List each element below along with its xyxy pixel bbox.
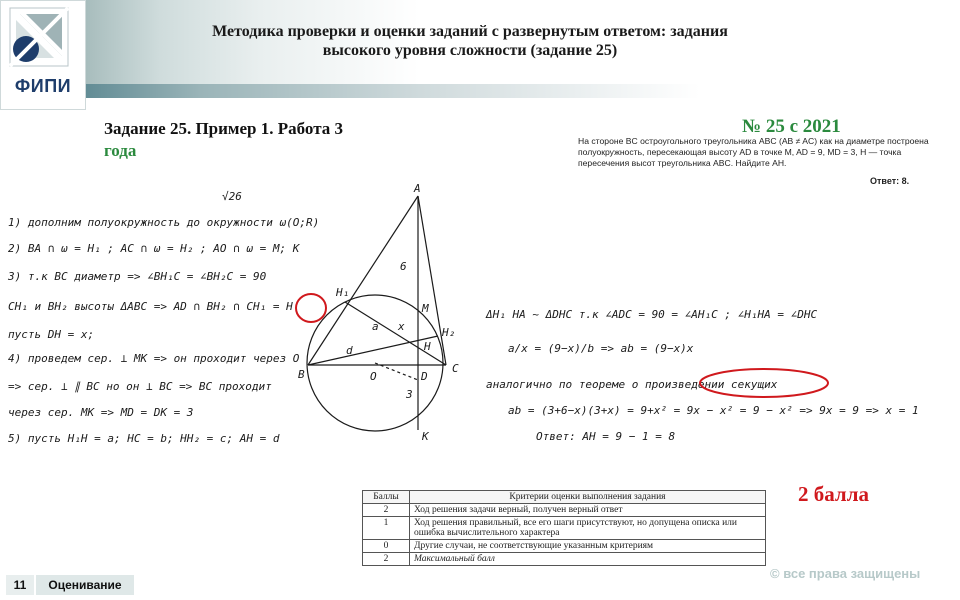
copyright-notice: © все права защищены xyxy=(770,566,921,581)
criteria-points: 2 xyxy=(363,504,410,517)
problem-answer: Ответ: 8. xyxy=(870,176,910,186)
criteria-text: Максимальный балл xyxy=(410,553,766,566)
table-row xyxy=(363,517,766,540)
circle-omega xyxy=(307,295,443,431)
hand-line-9: 5) пусть H₁H = a; HC = b; HH₂ = c; AH = d xyxy=(8,432,280,445)
hand-line-2: 2) BA ∩ ω = H₁ ; AC ∩ ω = H₂ ; AO ∩ ω = M; K xyxy=(8,242,300,255)
page-title xyxy=(120,22,820,60)
criteria-points: 1 xyxy=(363,517,410,540)
hand-line-0: √26 xyxy=(222,190,242,203)
header-band xyxy=(0,84,960,98)
problem-statement: На стороне BC остроугольного треугольника ABC (AB ≠ AC) как на диаметре построена полуокружность, пересекающая высоту AD в точке M, AD = 9, MD = 3, H — точка пересечения высот треугольника ABC. Найдите AH. xyxy=(578,136,929,168)
criteria-table xyxy=(362,490,766,566)
criteria-header-row xyxy=(363,491,766,504)
hand-line-5: пусть DH = x; xyxy=(8,328,95,341)
label-x: x xyxy=(398,320,405,333)
label-b: B xyxy=(298,368,305,381)
segment-ac xyxy=(418,196,446,365)
hand-line-4: CH₁ и BH₂ высоты ΔABC => AD ∩ BH₂ ∩ CH₁ = H xyxy=(8,300,293,313)
hand-line-7: => сер. ⊥ ∥ BC но он ⊥ BC => BC проходит xyxy=(8,380,272,393)
label-d-segment: d xyxy=(346,344,353,357)
criteria-points: 2 xyxy=(363,553,410,566)
hand-line-8: через сер. MK => MD = DK = 3 xyxy=(8,406,194,419)
logo-text: ФИПИ xyxy=(14,76,72,96)
table-row xyxy=(363,504,766,517)
task-title-line1: Задание 25. Пример 1. Работа 3 xyxy=(104,119,344,138)
label-six: 6 xyxy=(400,260,407,273)
highlight-product-circle xyxy=(700,369,828,397)
score-label: 2 балла xyxy=(798,482,869,506)
segment-o-mid xyxy=(375,363,418,380)
label-o: O xyxy=(370,370,377,383)
label-k: K xyxy=(422,430,429,443)
label-a-segment: a xyxy=(372,320,379,333)
table-row xyxy=(363,540,766,553)
page-title-line1: Методика проверки и оценки заданий с развернутым ответом: задания xyxy=(212,23,728,40)
criteria-header-points: Баллы xyxy=(363,491,410,504)
segment-ab xyxy=(308,196,418,365)
slide-number: 11 xyxy=(6,575,34,595)
highlight-h-circle xyxy=(296,294,326,322)
hand-line-1: 1) дополним полуокружность до окружности ω(O;R) xyxy=(8,216,320,229)
label-h: H xyxy=(424,340,431,353)
hand-right-0: ΔH₁ HA ~ ΔDHC т.к ∠ADC = 90 = ∠AH₁C ; ∠H₁HA = ∠DHC xyxy=(486,308,818,321)
task-title xyxy=(104,118,404,162)
handwriting-right xyxy=(485,308,919,443)
criteria-text: Ход решения правильный, все его шаги присутствуют, но допущена описка или ошибка вычислительного характера xyxy=(410,517,766,540)
label-three: 3 xyxy=(406,388,413,401)
label-c: C xyxy=(452,362,459,375)
label-h2: H₂ xyxy=(442,326,456,339)
page-title-line2: высокого уровня сложности (задание 25) xyxy=(322,42,618,59)
label-a: A xyxy=(414,182,421,195)
criteria-text: Другие случаи, не соответствующие указанным критериям xyxy=(410,540,766,553)
hand-right-3: ab = (3+6−x)(3+x) = 9+x² = 9x − x² = 9 − x² => 9x = 9 => x = 1 xyxy=(508,404,919,417)
segment-bh2 xyxy=(308,336,438,365)
task-reference: № 25 с 2021 xyxy=(742,116,841,137)
segment-ch1 xyxy=(345,302,446,365)
fipi-logo-icon xyxy=(0,0,86,78)
geometry-figure xyxy=(307,196,446,431)
table-row xyxy=(363,553,766,566)
hand-right-1: a/x = (9−x)/b => ab = (9−x)x xyxy=(508,342,694,355)
criteria-text: Ход решения задачи верный, получен верный ответ xyxy=(410,504,766,517)
section-label: Оценивание xyxy=(36,575,134,595)
hand-line-6: 4) проведем сер. ⊥ MK => он проходит через O xyxy=(8,352,300,365)
hand-line-3: 3) т.к BC диаметр => ∠BH₁C = ∠BH₂C = 90 xyxy=(8,270,267,283)
figure-labels xyxy=(298,182,459,443)
task-title-line2: года xyxy=(104,141,137,160)
label-h1: H₁ xyxy=(336,286,350,299)
fipi-logo xyxy=(0,0,86,110)
hand-right-4: Ответ: AH = 9 − 1 = 8 xyxy=(536,430,676,443)
criteria-points: 0 xyxy=(363,540,410,553)
label-d: D xyxy=(421,370,428,383)
label-m: M xyxy=(422,302,429,315)
criteria-header-text: Критерии оценки выполнения задания xyxy=(410,491,766,504)
handwriting-left xyxy=(7,190,319,445)
hand-right-2: аналогично по теореме о произведении секущих xyxy=(486,378,778,391)
